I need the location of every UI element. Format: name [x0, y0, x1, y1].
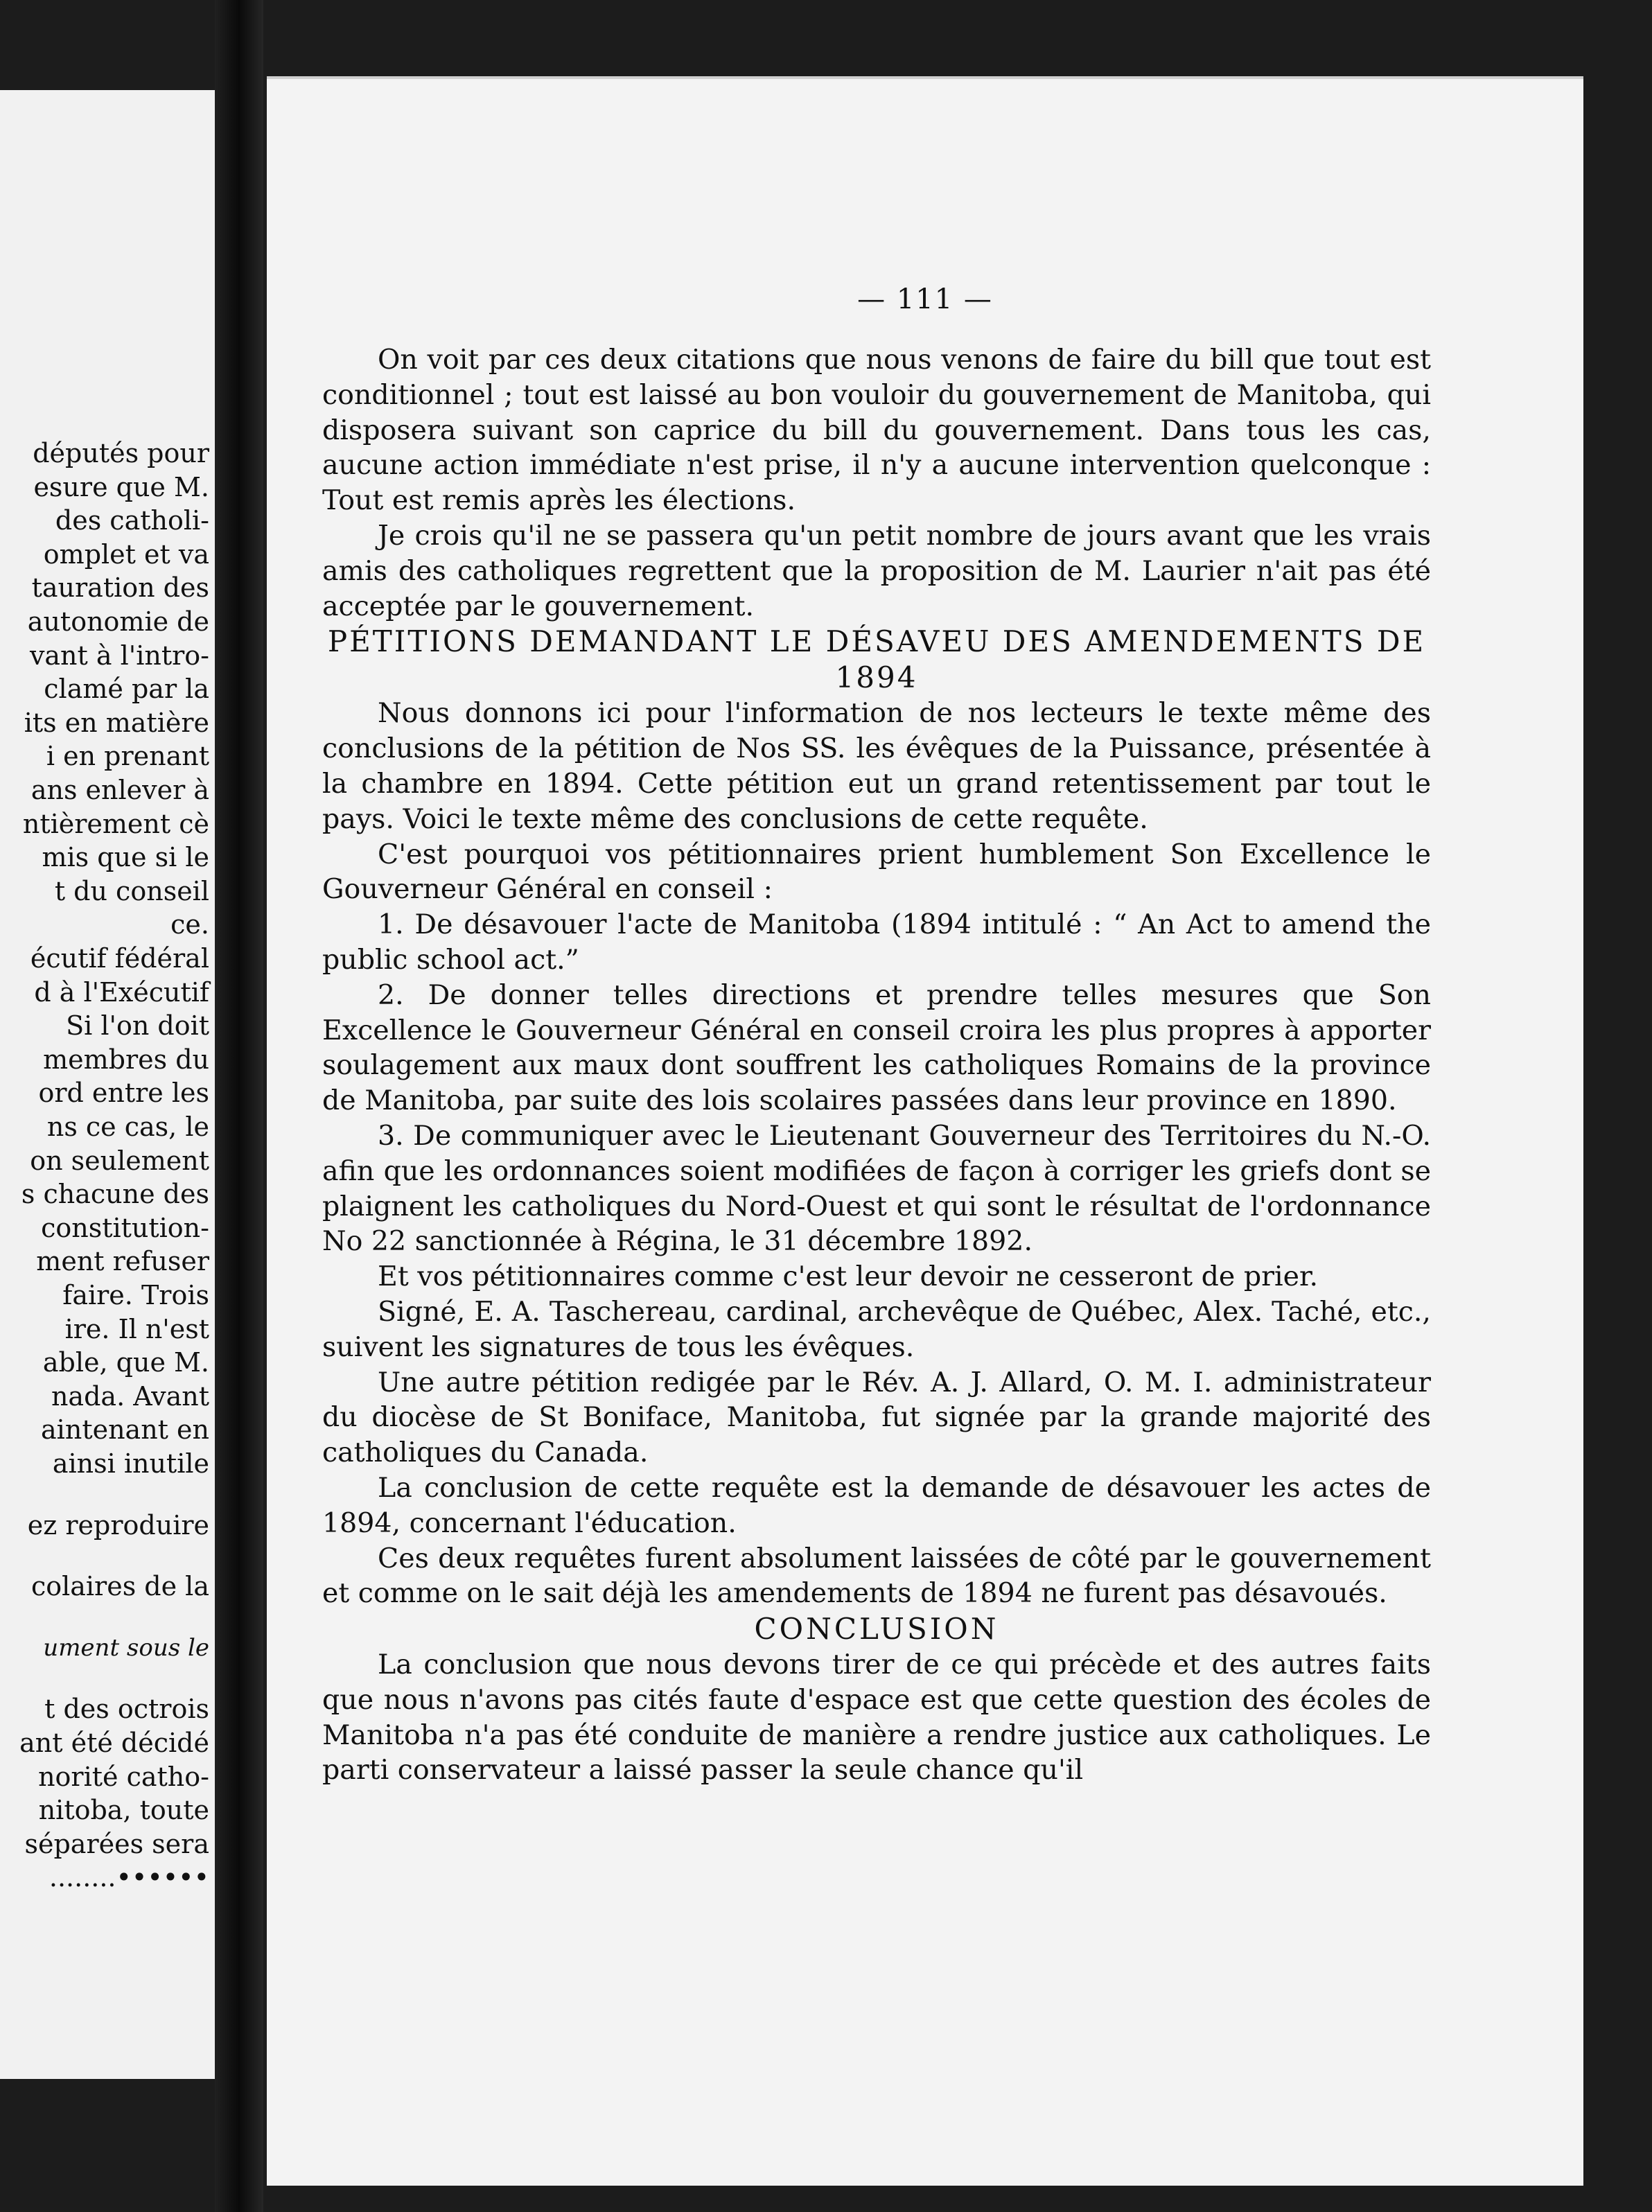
left-page-line: autonomie de: [27, 606, 209, 637]
left-page-line: ment refuser: [36, 1246, 209, 1277]
left-page-line: députés pour: [33, 438, 209, 468]
left-page-line: aintenant en: [41, 1414, 209, 1446]
left-page-line: ........••••••: [49, 1862, 209, 1893]
left-page-line: ntièrement cè: [22, 808, 209, 839]
left-page-line: ce.: [170, 909, 209, 940]
left-page-line: ant été décidé: [19, 1728, 209, 1758]
left-page-line: i en prenant: [46, 741, 209, 772]
left-page-line: t du conseil: [54, 875, 209, 906]
left-page-line: norité catho-: [38, 1761, 209, 1792]
left-page-line: ns ce cas, le: [46, 1112, 209, 1142]
left-page-line: faire. Trois: [62, 1280, 209, 1310]
left-page-line: ez reproduire: [27, 1509, 209, 1540]
left-page-line: séparées sera: [24, 1828, 209, 1859]
left-page-line: on seulement: [30, 1145, 209, 1176]
paragraph-2: Je crois qu'il ne se passera qu'un petit nombre de jours avant que les vrais amis des catholiques regrettent que la proposition de M. Laurier n'ait pas été acceptée par le gouvernement.: [322, 519, 1431, 622]
left-page-line: ans enlever à: [30, 775, 209, 805]
left-page-line: ument sous le: [43, 1633, 209, 1662]
petition-item-2: 2. De donner telles directions et prendre telles mesures que Son Excellence le Gouverneur Général en conseil croira les plus propres à apporter soulagement aux maux dont souffrent les catholiques Romains de la province de Manitoba, par suite des lois scolaires passées dans leur province en 1890.: [322, 978, 1431, 1117]
left-page-line: able, que M.: [42, 1347, 209, 1378]
left-page-line: membres du: [43, 1044, 209, 1075]
left-page-line: clamé par la: [44, 674, 209, 705]
paragraph-1: On voit par ces deux citations que nous venons de faire du bill que tout est conditionnel ; tout est laissé au bon vouloir du gouvernement de Manitoba, qui disposera suivant son caprice du bill du gouvernement. Dans tous les cas, aucune action immédiate n'est prise, il n'y a aucune intervention quelconque : Tout est remis après les élections.: [322, 344, 1431, 517]
petition-item-3: 3. De communiquer avec le Lieutenant Gouverneur des Territoires du N.-O. afin que les ordonnances soient modifiées de façon à corriger les griefs dont se plaignent les catholiques du Nord-Ouest et qui sont le résultat de l'ordonnance No 22 sanctionnée à Régina, le 31 décembre 1892.: [322, 1119, 1431, 1258]
left-page-line: d à l'Exécutif: [34, 976, 209, 1008]
paragraph-10: La conclusion que nous devons tirer de ce qui précède et des autres faits que nous n'avons pas cités faute d'espace est que cette question des écoles de Manitoba n'a pas été conduite de manière a rendre justice aux catholiques. Le parti conservateur a laissé passer la seule chance qu'il: [322, 1649, 1431, 1787]
paragraph-3: Nous donnons ici pour l'information de nos lecteurs le texte même des conclusions de la pétition de Nos SS. les évêques de la Puissance, présentée à la chambre en 1894. Cette pétition eut un grand retentissement par tout le pays. Voici le texte même des conclusions de cette requête.: [322, 697, 1431, 835]
left-page-line: tauration des: [31, 572, 209, 604]
petition-item-1: 1. De désavouer l'acte de Manitoba (1894 intitulé : “ An Act to amend the public school act.”: [322, 909, 1431, 976]
left-page-line: écutif fédéral: [30, 943, 209, 974]
left-page-line: t des octrois: [44, 1694, 209, 1725]
left-page-line: s chacune des: [21, 1179, 209, 1210]
left-page-line: mis que si le: [42, 842, 209, 873]
section-heading-petitions: PÉTITIONS DEMANDANT LE DÉSAVEU DES AMENDEMENTS DE 1894: [327, 624, 1426, 695]
left-page-line: des catholi-: [55, 505, 209, 536]
right-page: [267, 76, 1583, 2186]
section-heading-conclusion: CONCLUSION: [754, 1612, 999, 1647]
left-page-line: nitoba, toute: [38, 1795, 209, 1826]
book-gutter: [215, 0, 263, 2212]
paragraph-5: Et vos pétitionnaires comme c'est leur devoir ne cesseront de prier.: [378, 1261, 1319, 1293]
paragraph-9: Ces deux requêtes furent absolument laissées de côté par le gouvernement et comme on le sait déjà les amendements de 1894 ne furent pas désavoués.: [322, 1542, 1431, 1610]
left-page-line: ire. Il n'est: [64, 1313, 209, 1344]
left-page-line: esure que M.: [33, 471, 209, 502]
left-page-line: Si l'on doit: [66, 1010, 209, 1042]
paragraph-7: Une autre pétition redigée par le Rév. A. J. Allard, O. M. I. administrateur du diocèse de St Boniface, Manitoba, fut signée par la grande majorité des catholiques du Canada.: [322, 1366, 1431, 1469]
left-page-line: its en matière: [24, 707, 209, 738]
page-number: — 111 —: [857, 283, 993, 315]
left-page-line: colaires de la: [30, 1571, 209, 1602]
left-page-line: ainsi inutile: [52, 1448, 209, 1479]
body-text: [322, 342, 1431, 1788]
left-facing-page: [0, 90, 215, 2079]
paragraph-8: La conclusion de cette requête est la demande de désavouer les actes de 1894, concernant l'éducation.: [322, 1471, 1431, 1539]
left-page-line: vant à l'intro-: [29, 640, 209, 671]
left-page-line: ord entre les: [38, 1078, 209, 1109]
paragraph-4: C'est pourquoi vos pétitionnaires prient humblement Son Excellence le Gouverneur Général en conseil :: [322, 838, 1431, 906]
left-page-line: constitution-: [41, 1212, 209, 1243]
left-page-line: omplet et va: [43, 538, 209, 570]
paragraph-6: Signé, E. A. Taschereau, cardinal, archevêque de Québec, Alex. Taché, etc., suivent les signatures de tous les évêques.: [322, 1295, 1431, 1363]
left-page-line: nada. Avant: [51, 1380, 209, 1412]
